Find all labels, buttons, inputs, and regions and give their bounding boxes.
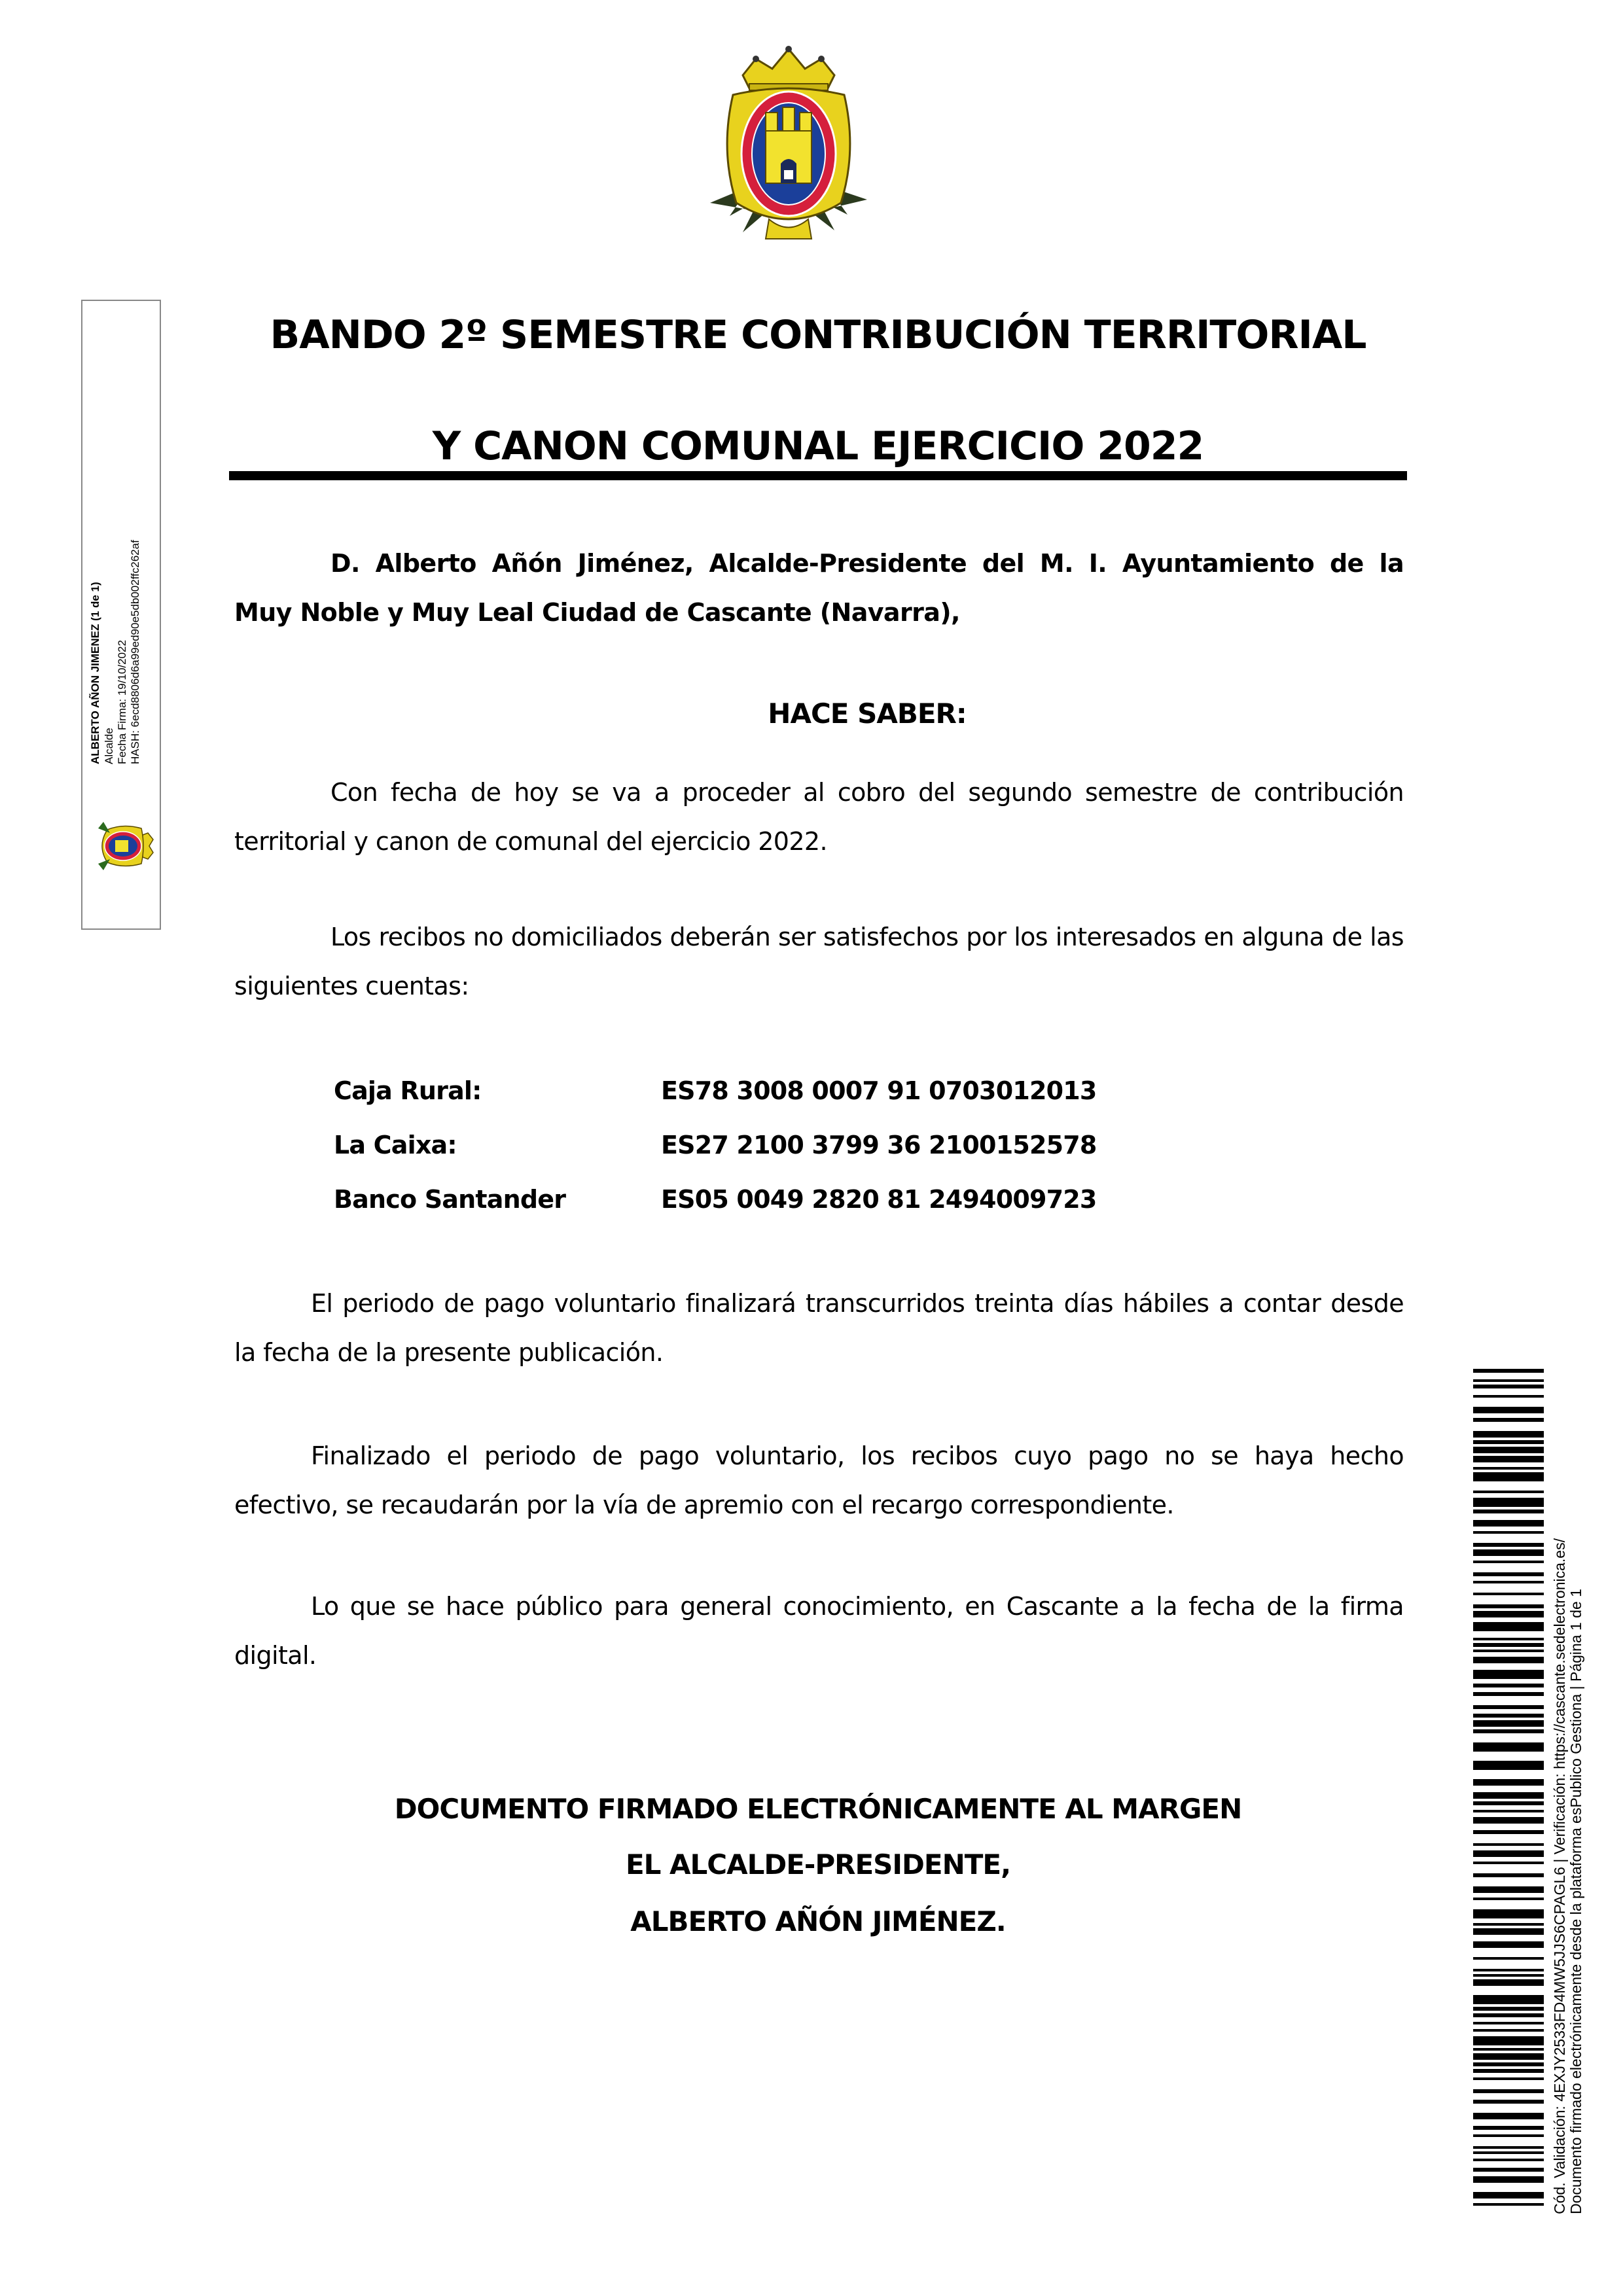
barcode-bar — [1473, 1456, 1544, 1462]
barcode-bar — [1473, 2048, 1544, 2051]
bank-name: Caja Rural: — [334, 1076, 482, 1105]
barcode-bar — [1473, 1729, 1544, 1733]
validation-code-text: Cód. Validación: 4EXJY2533FD4MW5JJS6CPAGL6 | Verificación: https://cascante.sedelectronica.es/ — [1551, 1538, 1568, 2214]
barcode-bar — [1473, 1622, 1544, 1631]
bank-name: La Caixa: — [334, 1131, 457, 1159]
paragraph-5-line-1: Lo que se hace público para general conocimiento, en Cascante a la fecha de la firma — [311, 1592, 1404, 1621]
signature-hash: HASH: 6ecd8806d6a99ed90e5db002ffc262af — [129, 540, 141, 764]
barcode-bar — [1473, 1909, 1544, 1918]
barcode-bar — [1473, 1779, 1544, 1786]
barcode-bar — [1473, 1472, 1544, 1481]
barcode-bar — [1473, 1801, 1544, 1805]
intro-line-1: D. Alberto Añón Jiménez, Alcalde-Presidente del M. I. Ayuntamiento de la — [330, 549, 1404, 578]
barcode-bar — [1473, 2203, 1544, 2206]
barcode-bar — [1473, 1561, 1544, 1563]
barcode-bar — [1473, 1543, 1544, 1547]
title-underline-rule — [229, 471, 1407, 480]
signature-line-2: EL ALCALDE-PRESIDENTE, — [625, 1848, 1011, 1881]
barcode-bar — [1473, 1720, 1544, 1727]
barcode-bar — [1473, 1638, 1544, 1640]
barcode-bar — [1473, 1369, 1544, 1373]
barcode-bar — [1473, 2013, 1544, 2017]
barcode-bar — [1473, 1995, 1544, 2004]
barcode-bar — [1473, 1957, 1544, 1960]
barcode-bar — [1473, 1385, 1544, 1388]
validation-platform-text: Documento firmado electrónicamente desde la plataforma esPublico Gestiona | Página 1 de 1 — [1567, 1589, 1584, 2214]
barcode-bar — [1473, 1395, 1544, 1398]
barcode-bar — [1473, 1714, 1544, 1718]
barcode-bar — [1473, 1684, 1544, 1687]
barcode-bar — [1473, 1581, 1544, 1583]
barcode-bar — [1473, 1923, 1544, 1926]
barcode-bar — [1473, 1969, 1544, 1971]
barcode-bar — [1473, 1657, 1544, 1663]
barcode-bar — [1473, 2134, 1544, 2137]
barcode-bar — [1473, 1520, 1544, 1527]
crown-icon — [743, 46, 834, 90]
barcode-bar — [1473, 2159, 1544, 2161]
barcode-bar — [1473, 1379, 1544, 1382]
paragraph-3-line-2: la fecha de la presente publicación. — [234, 1338, 664, 1367]
barcode-bar — [1473, 1643, 1544, 1647]
signature-line-3: ALBERTO AÑÓN JIMÉNEZ. — [630, 1905, 1006, 1937]
barcode-bar — [1473, 1604, 1544, 1608]
paragraph-1-line-2: territorial y canon de comunal del ejercicio 2022. — [234, 827, 827, 856]
barcode-bar — [1473, 2062, 1544, 2066]
barcode-bar — [1473, 2151, 1544, 2154]
barcode-bar — [1473, 1531, 1544, 1534]
paragraph-2-line-2: siguientes cuentas: — [234, 972, 469, 1000]
barcode-bar — [1473, 2029, 1544, 2032]
barcode-bar — [1473, 1611, 1544, 1617]
barcode-bar — [1473, 1418, 1544, 1422]
intro-line-2: Muy Noble y Muy Leal Ciudad de Cascante (Navarra), — [234, 598, 960, 627]
document-title-line-2: Y CANON COMUNAL EJERCICIO 2022 — [432, 423, 1204, 469]
barcode-bar — [1473, 1467, 1544, 1470]
barcode-bar — [1473, 1830, 1544, 1834]
barcode-bar — [1473, 1498, 1544, 1507]
paragraph-5-line-2: digital. — [234, 1641, 317, 1670]
barcode-bar — [1473, 1705, 1544, 1709]
barcode-bar — [1473, 2022, 1544, 2024]
barcode-bar — [1473, 1886, 1544, 1893]
barcode-bar — [1473, 1572, 1544, 1576]
small-crest-logo — [95, 815, 154, 877]
barcode-bar — [1473, 2036, 1544, 2045]
paragraph-4-line-2: efectivo, se recaudarán por la vía de apremio con el recargo correspondiente. — [234, 1491, 1174, 1519]
barcode-bar — [1473, 1817, 1544, 1824]
bank-iban: ES78 3008 0007 91 0703012013 — [661, 1076, 1097, 1105]
barcode-bar — [1473, 2192, 1544, 2199]
barcode-bar — [1473, 1928, 1544, 1935]
barcode-bar — [1473, 1742, 1544, 1752]
barcode-bar — [1473, 2007, 1544, 2011]
signature-date: Fecha Firma: 19/10/2022 — [116, 640, 128, 764]
signer-role: Alcalde — [103, 728, 115, 764]
bank-iban: ES27 2100 3799 36 2100152578 — [661, 1131, 1097, 1159]
document-title-line-1: BANDO 2º SEMESTRE CONTRIBUCIÓN TERRITORIAL — [270, 312, 1366, 358]
barcode-bar — [1473, 1491, 1544, 1493]
barcode-bar — [1473, 1431, 1544, 1438]
barcode-bar — [1473, 2113, 1544, 2119]
barcode-bar — [1473, 1810, 1544, 1812]
barcode-bar — [1473, 2077, 1544, 2080]
paragraph-2-line-1: Los recibos no domiciliados deberán ser satisfechos por los interesados en alguna de las — [330, 923, 1404, 951]
barcode-bar — [1473, 1692, 1544, 1696]
barcode-bar — [1473, 1407, 1544, 1413]
hace-saber-heading: HACE SABER: — [768, 698, 967, 730]
barcode-bar — [1473, 1447, 1544, 1453]
bank-name: Banco Santander — [334, 1185, 566, 1214]
barcode-bar — [1473, 2146, 1544, 2149]
bank-iban: ES05 0049 2820 81 2494009723 — [661, 1185, 1097, 1214]
castle-icon — [766, 107, 812, 183]
paragraph-3-line-1: El periodo de pago voluntario finalizará transcurridos treinta días hábiles a contar desde — [311, 1289, 1404, 1318]
barcode-bar — [1473, 1941, 1544, 1948]
barcode-bar — [1473, 1761, 1544, 1770]
barcode-bar — [1473, 1898, 1544, 1900]
barcode-bar — [1473, 1974, 1544, 1977]
barcode-bar — [1473, 1873, 1544, 1877]
barcode-bar — [1473, 1510, 1544, 1513]
validation-barcode — [1473, 1369, 1544, 2214]
municipal-crest-logo — [704, 39, 874, 249]
barcode-bar — [1473, 1850, 1544, 1857]
signer-name: ALBERTO AÑON JIMENEZ (1 de 1) — [89, 582, 101, 764]
barcode-bar — [1473, 1650, 1544, 1652]
barcode-bar — [1473, 2168, 1544, 2172]
barcode-bar — [1473, 1843, 1544, 1846]
barcode-bar — [1473, 1549, 1544, 1556]
barcode-bar — [1473, 2100, 1544, 2104]
barcode-bar — [1473, 1979, 1544, 1986]
barcode-bar — [1473, 1792, 1544, 1799]
barcode-bar — [1473, 2126, 1544, 2130]
barcode-bar — [1473, 2176, 1544, 2183]
barcode-bar — [1473, 1440, 1544, 1444]
barcode-bar — [1473, 2053, 1544, 2060]
barcode-bar — [1473, 2069, 1544, 2073]
barcode-bar — [1473, 2089, 1544, 2093]
paragraph-4-line-1: Finalizado el periodo de pago voluntario, los recibos cuyo pago no se haya hecho — [311, 1441, 1404, 1470]
barcode-bar — [1473, 1593, 1544, 1595]
barcode-bar — [1473, 1670, 1544, 1679]
paragraph-1-line-1: Con fecha de hoy se va a proceder al cobro del segundo semestre de contribución — [330, 778, 1404, 807]
barcode-bar — [1473, 1862, 1544, 1864]
signature-line-1: DOCUMENTO FIRMADO ELECTRÓNICAMENTE AL MARGEN — [394, 1793, 1242, 1825]
